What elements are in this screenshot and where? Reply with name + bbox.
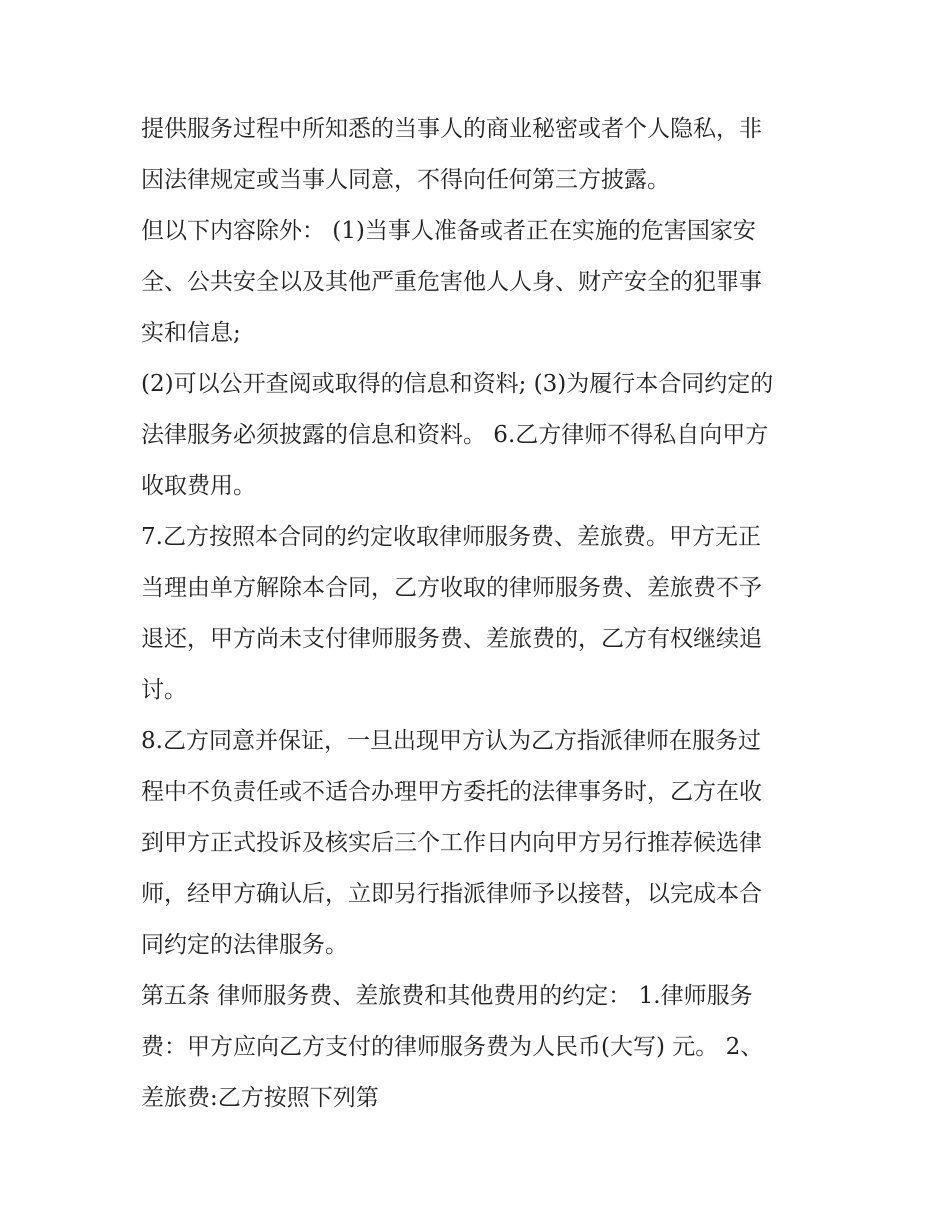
text-line: 法律服务必须披露的信息和资料。 6.乙方律师不得私自向甲方: [141, 422, 769, 448]
text-line: 师，经甲方确认后，立即另行指派律师予以接替，以完成本合: [141, 881, 762, 907]
text-line: 费：甲方应向乙方支付的律师服务费为人民币(大写) 元。 2、: [141, 1034, 764, 1060]
text-line: 因法律规定或当事人同意，不得向任何第三方披露。: [141, 167, 670, 193]
text-line: 实和信息;: [141, 320, 241, 346]
text-line: 收取费用。: [141, 473, 256, 499]
text-line: 提供服务过程中所知悉的当事人的商业秘密或者个人隐私，非: [141, 116, 762, 142]
text-line: 8.乙方同意并保证，一旦出现甲方认为乙方指派律师在服务过: [141, 728, 761, 754]
text-line: 退还，甲方尚未支付律师服务费、差旅费的，乙方有权继续追: [141, 626, 762, 652]
contract-text: [141, 104, 821, 1124]
text-line: 同约定的法律服务。: [141, 932, 348, 958]
text-line: 程中不负责任或不适合办理甲方委托的法律事务时，乙方在收: [141, 779, 762, 805]
text-line: 到甲方正式投诉及核实后三个工作日内向甲方另行推荐候选律: [141, 830, 762, 856]
text-line: 全、公共安全以及其他严重危害他人人身、财产安全的犯罪事: [141, 269, 762, 295]
text-line: 差旅费:乙方按照下列第: [141, 1085, 379, 1111]
text-line: 第五条 律师服务费、差旅费和其他费用的约定： 1.律师服务: [141, 983, 753, 1009]
text-line: (2)可以公开查阅或取得的信息和资料; (3)为履行本合同约定的: [141, 371, 774, 397]
text-line: 当理由单方解除本合同，乙方收取的律师服务费、差旅费不予: [141, 575, 762, 601]
text-line: 讨。: [141, 677, 187, 703]
text-line: 7.乙方按照本合同的约定收取律师服务费、差旅费。甲方无正: [141, 524, 761, 550]
text-line: 但以下内容除外： (1)当事人准备或者正在实施的危害国家安: [141, 218, 756, 244]
